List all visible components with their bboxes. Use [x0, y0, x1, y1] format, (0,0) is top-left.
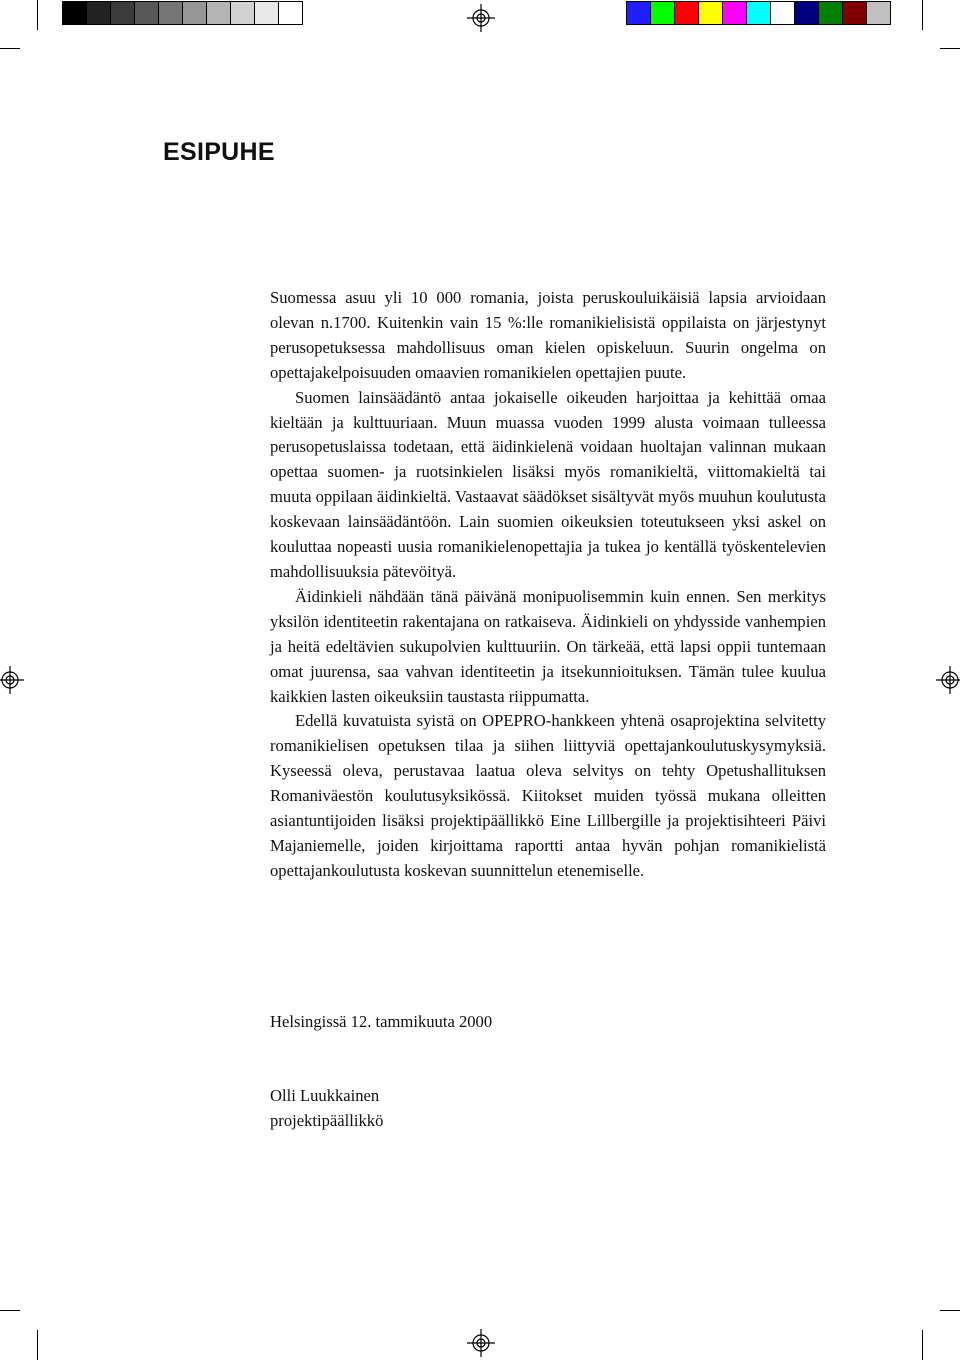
gray-swatch [207, 1, 231, 25]
color-swatch [651, 1, 675, 25]
grayscale-color-bar [62, 1, 303, 25]
registration-mark-left-icon [0, 666, 24, 694]
paragraph: Äidinkieli nähdään tänä päivänä monipuolisemmin kuin ennen. Sen merkitys yksilön identiteetin rakentajana on ratkaiseva. Äidinkieli on yhdysside vanhempien ja heitä edeltävien sukupolvien kulttuuriin. On tärkeää, että lapsi oppii tuntemaan omat juurensa, saa vahvan identiteetin ja itsekunnioituksen. Tämän tulee kuulua kaikkien lasten oikeuksiin taustasta riippumatta. [270, 586, 826, 706]
signature-block [270, 1084, 383, 1134]
paragraph: Suomessa asuu yli 10 000 romania, joista peruskouluikäisiä lapsia arvioidaan olevan n.1700. Kuitenkin vain 15 %:lle romanikielisistä oppilaista on järjestynyt perusopetuksessa mahdollisuus oman kielen opiskeluun. Suurin ongelma on opettajakelpoisuuden omaavien romanikielen opettajien puute. [270, 288, 826, 382]
color-swatch [699, 1, 723, 25]
crop-mark [922, 1330, 923, 1360]
crop-mark [0, 48, 20, 49]
gray-swatch [87, 1, 111, 25]
paragraph: Suomen lainsäädäntö antaa jokaiselle oikeuden harjoittaa ja kehittää omaa kieltään ja kulttuuriaan. Muun muassa vuoden 1999 alusta voimaan tulleessa perusopetuslaissa todetaan, että äidinkielenä voidaan huoltajan valinnan mukaan opettaa suomen- ja ruotsinkielen lisäksi myös romanikieltä, viittomakieltä tai muuta oppilaan äidinkieltä. Vastaavat säädökset sisältyvät myös muuhun koulutusta koskevaan lainsäädäntöön. Lain suomien oikeuksien toteutukseen yksi askel on kouluttaa nopeasti uusia romanikielenopettajia ja tukea jo kentällä työskentelevien mahdollisuuksia pätevöityä. [270, 387, 826, 581]
place-date: Helsingissä 12. tammikuuta 2000 [270, 1012, 493, 1031]
crop-mark [940, 1310, 960, 1311]
color-swatch [627, 1, 651, 25]
color-swatch [675, 1, 699, 25]
registration-mark-bottom-icon [467, 1329, 495, 1357]
crop-mark [37, 1330, 38, 1360]
color-swatch [747, 1, 771, 25]
signer-title: projektipäällikkö [270, 1110, 384, 1130]
process-color-bar [626, 1, 891, 25]
color-swatch [819, 1, 843, 25]
gray-swatch [111, 1, 135, 25]
gray-swatch [279, 1, 303, 25]
gray-swatch [63, 1, 87, 25]
gray-swatch [183, 1, 207, 25]
gray-swatch [231, 1, 255, 25]
crop-mark [940, 48, 960, 49]
color-swatch [771, 1, 795, 25]
crop-mark [37, 0, 38, 30]
crop-mark [0, 1310, 20, 1311]
paragraph: Edellä kuvatuista syistä on OPEPRO-hankkeen yhtenä osaprojektina selvitetty romanikielisen opetuksen tilaa ja siihen liittyviä opettajankoulutuskysymyksiä. Kyseessä oleva, perustavaa laatua oleva selvitys on tehty Opetushallituksen Romaniväestön koulutusyksikössä. Kiitokset muiden työssä mukana olleitten asiantuntijoiden lisäksi projektipäällikkö Eine Lillbergille ja projektisihteeri Päivi Majaniemelle, joiden kirjoittama raportti antaa hyvän pohjan romanikielistä opettajankoulutusta koskevan suunnittelun etenemiselle. [270, 711, 826, 880]
color-swatch [843, 1, 867, 25]
color-swatch [867, 1, 891, 25]
registration-mark-right-icon [936, 666, 960, 694]
gray-swatch [255, 1, 279, 25]
registration-mark-top-icon [467, 4, 495, 32]
gray-swatch [159, 1, 183, 25]
color-swatch [723, 1, 747, 25]
gray-swatch [135, 1, 159, 25]
crop-mark [922, 0, 923, 30]
color-swatch [795, 1, 819, 25]
page-title: ESIPUHE [163, 138, 275, 166]
signer-name: Olli Luukkainen [270, 1086, 380, 1105]
body-text [270, 286, 826, 884]
